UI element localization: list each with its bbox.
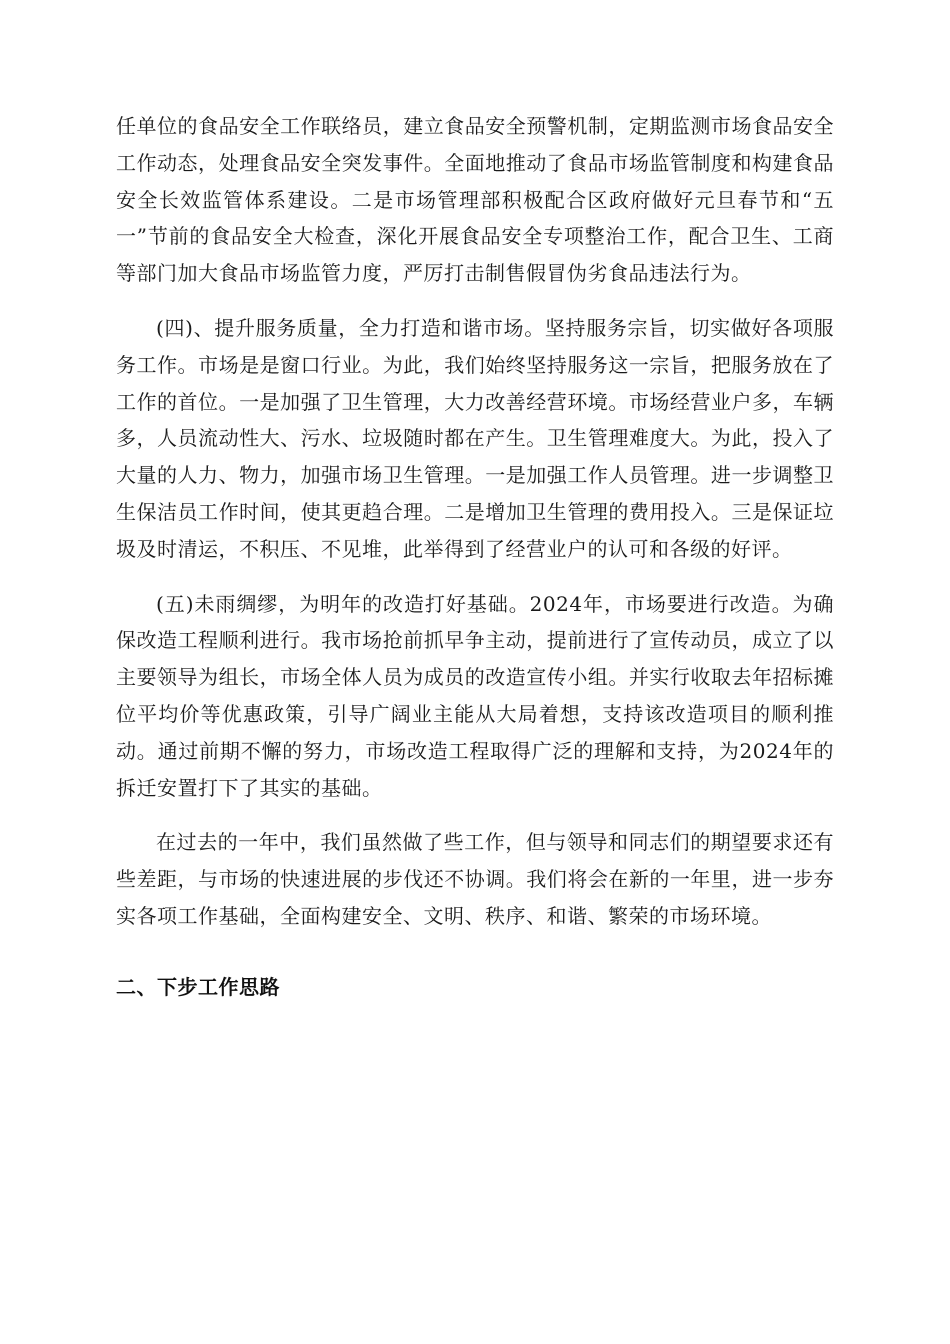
paragraph-renovation-preparation: (五)未雨绸缪，为明年的改造打好基础。2024年，市场要进行改造。为确保改造工程顺利进行。我市场抢前抓早争主动，提前进行了宣传动员，成立了以主要领导为组长，市场全体人员为成员的改造宣传小组。并实行收取去年招标摊位平均价等优惠政策，引导广阔业主能从大局着想，支持该改造项目的顺利推动。通过前期不懈的努力，市场改造工程取得广泛的理解和支持，为2024年的拆迁安置打下了其实的基础。: [116, 591, 834, 800]
paragraph-year-summary: 在过去的一年中，我们虽然做了些工作，但与领导和同志们的期望要求还有些差距，与市场的快速进展的步伐还不协调。我们将会在新的一年里，进一步夯实各项工作基础，全面构建安全、文明、秩序、和谐、繁荣的市场环境。: [116, 830, 834, 928]
section-heading-next-steps: 二、下步工作思路: [116, 974, 280, 999]
paragraph-service-quality: (四)、提升服务质量，全力打造和谐市场。坚持服务宗旨，切实做好各项服务工作。市场是是窗口行业。为此，我们始终坚持服务这一宗旨，把服务放在了工作的首位。一是加强了卫生管理，大力改善经营环境。市场经营业户多，车辆多，人员流动性大、污水、垃圾随时都在产生。卫生管理难度大。为此，投入了大量的人力、物力，加强市场卫生管理。一是加强工作人员管理。进一步调整卫生保洁员工作时间，使其更趋合理。二是增加卫生管理的费用投入。三是保证垃圾及时清运，不积压、不见堆，此举得到了经营业户的认可和各级的好评。: [116, 315, 834, 561]
paragraph-food-safety-continued: 任单位的食品安全工作联络员，建立食品安全预警机制，定期监测市场食品安全工作动态，处理食品安全突发事件。全面地推动了食品市场监管制度和构建食品安全长效监管体系建设。二是市场管理部积极配合区政府做好元旦春节和“五一”节前的食品安全大检查，深化开展食品安全专项整治工作，配合卫生、工商等部门加大食品市场监管力度，严厉打击制售假冒伪劣食品违法行为。: [116, 114, 834, 286]
document-body: [116, 108, 834, 1005]
